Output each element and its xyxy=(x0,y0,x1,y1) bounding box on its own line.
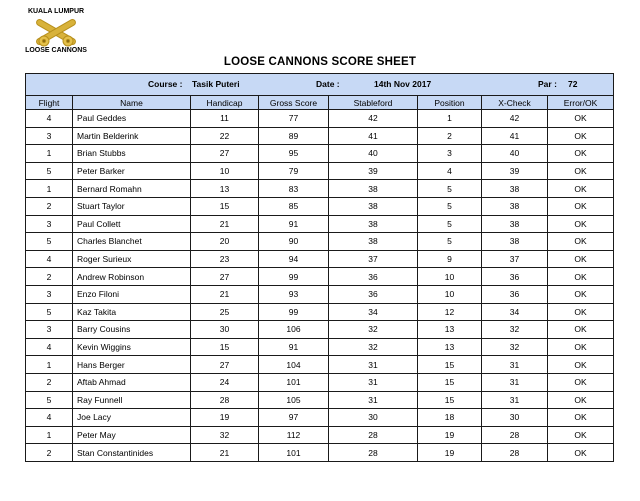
col-header-stableford: Stableford xyxy=(329,96,418,110)
flight-cell: 1 xyxy=(26,356,73,374)
gross-score-cell: 90 xyxy=(259,233,329,251)
flight-cell: 1 xyxy=(26,145,73,163)
table-row xyxy=(26,145,614,163)
status-cell: OK xyxy=(548,180,614,198)
table-row xyxy=(26,215,614,233)
name-cell: Paul Collett xyxy=(73,215,191,233)
position-cell: 15 xyxy=(418,356,482,374)
stableford-cell: 39 xyxy=(329,162,418,180)
status-cell: OK xyxy=(548,127,614,145)
x-check-cell: 36 xyxy=(482,285,548,303)
stableford-cell: 41 xyxy=(329,127,418,145)
stableford-cell: 28 xyxy=(329,444,418,462)
stableford-cell: 38 xyxy=(329,197,418,215)
status-cell: OK xyxy=(548,268,614,286)
handicap-cell: 28 xyxy=(191,391,259,409)
position-cell: 15 xyxy=(418,391,482,409)
page-title: LOOSE CANNONS SCORE SHEET xyxy=(223,56,417,68)
gross-score-cell: 95 xyxy=(259,145,329,163)
flight-cell: 2 xyxy=(26,373,73,391)
position-cell: 10 xyxy=(418,285,482,303)
name-cell: Peter May xyxy=(73,426,191,444)
stableford-cell: 38 xyxy=(329,180,418,198)
status-cell: OK xyxy=(548,162,614,180)
gross-score-cell: 93 xyxy=(259,285,329,303)
table-row xyxy=(26,426,614,444)
status-cell: OK xyxy=(548,197,614,215)
gross-score-cell: 112 xyxy=(259,426,329,444)
position-cell: 1 xyxy=(418,110,482,128)
position-cell: 12 xyxy=(418,303,482,321)
position-cell: 13 xyxy=(418,338,482,356)
x-check-cell: 28 xyxy=(482,444,548,462)
col-header-error-ok: Error/OK xyxy=(548,96,614,110)
date-label: Date : xyxy=(316,79,340,89)
flight-cell: 3 xyxy=(26,321,73,339)
position-cell: 5 xyxy=(418,197,482,215)
position-cell: 5 xyxy=(418,215,482,233)
name-cell: Hans Berger xyxy=(73,356,191,374)
gross-score-cell: 106 xyxy=(259,321,329,339)
table-row xyxy=(26,338,614,356)
crossed-cannons-icon xyxy=(32,16,80,48)
name-cell: Barry Cousins xyxy=(73,321,191,339)
course-label: Course : xyxy=(148,79,183,89)
name-cell: Stan Constantinides xyxy=(73,444,191,462)
gross-score-cell: 77 xyxy=(259,110,329,128)
flight-cell: 4 xyxy=(26,250,73,268)
logo-bottom-text: LOOSE CANNONS xyxy=(25,47,87,54)
stableford-cell: 42 xyxy=(329,110,418,128)
status-cell: OK xyxy=(548,215,614,233)
name-cell: Paul Geddes xyxy=(73,110,191,128)
handicap-cell: 27 xyxy=(191,145,259,163)
handicap-cell: 20 xyxy=(191,233,259,251)
x-check-cell: 31 xyxy=(482,373,548,391)
gross-score-cell: 99 xyxy=(259,268,329,286)
col-header-name: Name xyxy=(73,96,191,110)
handicap-cell: 21 xyxy=(191,285,259,303)
status-cell: OK xyxy=(548,321,614,339)
position-cell: 9 xyxy=(418,250,482,268)
status-cell: OK xyxy=(548,391,614,409)
handicap-cell: 25 xyxy=(191,303,259,321)
score-table xyxy=(25,73,614,462)
x-check-cell: 38 xyxy=(482,180,548,198)
flight-cell: 3 xyxy=(26,215,73,233)
stableford-cell: 31 xyxy=(329,391,418,409)
status-cell: OK xyxy=(548,233,614,251)
par-value: 72 xyxy=(568,79,578,89)
handicap-cell: 13 xyxy=(191,180,259,198)
flight-cell: 4 xyxy=(26,409,73,427)
flight-cell: 2 xyxy=(26,197,73,215)
date-value: 14th Nov 2017 xyxy=(374,79,432,89)
name-cell: Enzo Filoni xyxy=(73,285,191,303)
flight-cell: 5 xyxy=(26,162,73,180)
handicap-cell: 11 xyxy=(191,110,259,128)
name-cell: Kevin Wiggins xyxy=(73,338,191,356)
stableford-cell: 37 xyxy=(329,250,418,268)
handicap-cell: 30 xyxy=(191,321,259,339)
x-check-cell: 41 xyxy=(482,127,548,145)
gross-score-cell: 85 xyxy=(259,197,329,215)
table-row xyxy=(26,127,614,145)
table-row xyxy=(26,409,614,427)
gross-score-cell: 79 xyxy=(259,162,329,180)
gross-score-cell: 99 xyxy=(259,303,329,321)
col-header-flight: Flight xyxy=(26,96,73,110)
flight-cell: 2 xyxy=(26,268,73,286)
name-cell: Roger Surieux xyxy=(73,250,191,268)
flight-cell: 5 xyxy=(26,391,73,409)
position-cell: 3 xyxy=(418,145,482,163)
name-cell: Stuart Taylor xyxy=(73,197,191,215)
flight-cell: 5 xyxy=(26,233,73,251)
handicap-cell: 21 xyxy=(191,215,259,233)
table-row xyxy=(26,180,614,198)
x-check-cell: 32 xyxy=(482,321,548,339)
handicap-cell: 21 xyxy=(191,444,259,462)
gross-score-cell: 104 xyxy=(259,356,329,374)
flight-cell: 4 xyxy=(26,110,73,128)
club-logo xyxy=(18,8,94,56)
table-row xyxy=(26,268,614,286)
position-cell: 5 xyxy=(418,180,482,198)
course-value: Tasik Puteri xyxy=(192,79,240,89)
stableford-cell: 28 xyxy=(329,426,418,444)
flight-cell: 2 xyxy=(26,444,73,462)
handicap-cell: 15 xyxy=(191,338,259,356)
x-check-cell: 34 xyxy=(482,303,548,321)
x-check-cell: 37 xyxy=(482,250,548,268)
flight-cell: 3 xyxy=(26,127,73,145)
status-cell: OK xyxy=(548,444,614,462)
gross-score-cell: 83 xyxy=(259,180,329,198)
table-row xyxy=(26,391,614,409)
status-cell: OK xyxy=(548,356,614,374)
handicap-cell: 10 xyxy=(191,162,259,180)
status-cell: OK xyxy=(548,110,614,128)
x-check-cell: 36 xyxy=(482,268,548,286)
score-rows xyxy=(26,110,614,462)
x-check-cell: 28 xyxy=(482,426,548,444)
column-header-row xyxy=(26,96,614,110)
table-row xyxy=(26,444,614,462)
position-cell: 18 xyxy=(418,409,482,427)
handicap-cell: 22 xyxy=(191,127,259,145)
status-cell: OK xyxy=(548,426,614,444)
col-header-x-check: X-Check xyxy=(482,96,548,110)
gross-score-cell: 101 xyxy=(259,444,329,462)
table-row xyxy=(26,250,614,268)
handicap-cell: 27 xyxy=(191,268,259,286)
gross-score-cell: 97 xyxy=(259,409,329,427)
gross-score-cell: 105 xyxy=(259,391,329,409)
table-row xyxy=(26,197,614,215)
x-check-cell: 38 xyxy=(482,197,548,215)
stableford-cell: 31 xyxy=(329,373,418,391)
handicap-cell: 24 xyxy=(191,373,259,391)
status-cell: OK xyxy=(548,338,614,356)
logo-top-text: KUALA LUMPUR xyxy=(27,8,85,15)
stableford-cell: 38 xyxy=(329,215,418,233)
stableford-cell: 36 xyxy=(329,285,418,303)
table-row xyxy=(26,356,614,374)
x-check-cell: 32 xyxy=(482,338,548,356)
x-check-cell: 31 xyxy=(482,391,548,409)
x-check-cell: 40 xyxy=(482,145,548,163)
col-header-handicap: Handicap xyxy=(191,96,259,110)
position-cell: 10 xyxy=(418,268,482,286)
handicap-cell: 32 xyxy=(191,426,259,444)
position-cell: 2 xyxy=(418,127,482,145)
position-cell: 19 xyxy=(418,444,482,462)
status-cell: OK xyxy=(548,373,614,391)
stableford-cell: 40 xyxy=(329,145,418,163)
flight-cell: 1 xyxy=(26,426,73,444)
name-cell: Joe Lacy xyxy=(73,409,191,427)
x-check-cell: 38 xyxy=(482,233,548,251)
gross-score-cell: 91 xyxy=(259,215,329,233)
status-cell: OK xyxy=(548,145,614,163)
position-cell: 13 xyxy=(418,321,482,339)
name-cell: Andrew Robinson xyxy=(73,268,191,286)
status-cell: OK xyxy=(548,409,614,427)
flight-cell: 1 xyxy=(26,180,73,198)
table-row xyxy=(26,321,614,339)
col-header-gross-score: Gross Score xyxy=(259,96,329,110)
gross-score-cell: 91 xyxy=(259,338,329,356)
gross-score-cell: 94 xyxy=(259,250,329,268)
position-cell: 4 xyxy=(418,162,482,180)
flight-cell: 5 xyxy=(26,303,73,321)
gross-score-cell: 89 xyxy=(259,127,329,145)
stableford-cell: 36 xyxy=(329,268,418,286)
x-check-cell: 31 xyxy=(482,356,548,374)
x-check-cell: 30 xyxy=(482,409,548,427)
gross-score-cell: 101 xyxy=(259,373,329,391)
x-check-cell: 39 xyxy=(482,162,548,180)
name-cell: Peter Barker xyxy=(73,162,191,180)
table-row xyxy=(26,233,614,251)
x-check-cell: 38 xyxy=(482,215,548,233)
name-cell: Aftab Ahmad xyxy=(73,373,191,391)
par-label: Par : xyxy=(538,79,557,89)
stableford-cell: 32 xyxy=(329,338,418,356)
stableford-cell: 34 xyxy=(329,303,418,321)
name-cell: Charles Blanchet xyxy=(73,233,191,251)
flight-cell: 4 xyxy=(26,338,73,356)
table-row xyxy=(26,110,614,128)
stableford-cell: 31 xyxy=(329,356,418,374)
handicap-cell: 23 xyxy=(191,250,259,268)
col-header-position: Position xyxy=(418,96,482,110)
table-row xyxy=(26,303,614,321)
flight-cell: 3 xyxy=(26,285,73,303)
name-cell: Ray Funnell xyxy=(73,391,191,409)
table-row xyxy=(26,162,614,180)
position-cell: 5 xyxy=(418,233,482,251)
name-cell: Kaz Takita xyxy=(73,303,191,321)
position-cell: 15 xyxy=(418,373,482,391)
stableford-cell: 30 xyxy=(329,409,418,427)
name-cell: Martin Belderink xyxy=(73,127,191,145)
handicap-cell: 19 xyxy=(191,409,259,427)
name-cell: Brian Stubbs xyxy=(73,145,191,163)
stableford-cell: 38 xyxy=(329,233,418,251)
status-cell: OK xyxy=(548,250,614,268)
status-cell: OK xyxy=(548,303,614,321)
x-check-cell: 42 xyxy=(482,110,548,128)
handicap-cell: 27 xyxy=(191,356,259,374)
table-row xyxy=(26,285,614,303)
status-cell: OK xyxy=(548,285,614,303)
name-cell: Bernard Romahn xyxy=(73,180,191,198)
table-row xyxy=(26,373,614,391)
stableford-cell: 32 xyxy=(329,321,418,339)
handicap-cell: 15 xyxy=(191,197,259,215)
position-cell: 19 xyxy=(418,426,482,444)
course-info-row xyxy=(26,74,614,96)
